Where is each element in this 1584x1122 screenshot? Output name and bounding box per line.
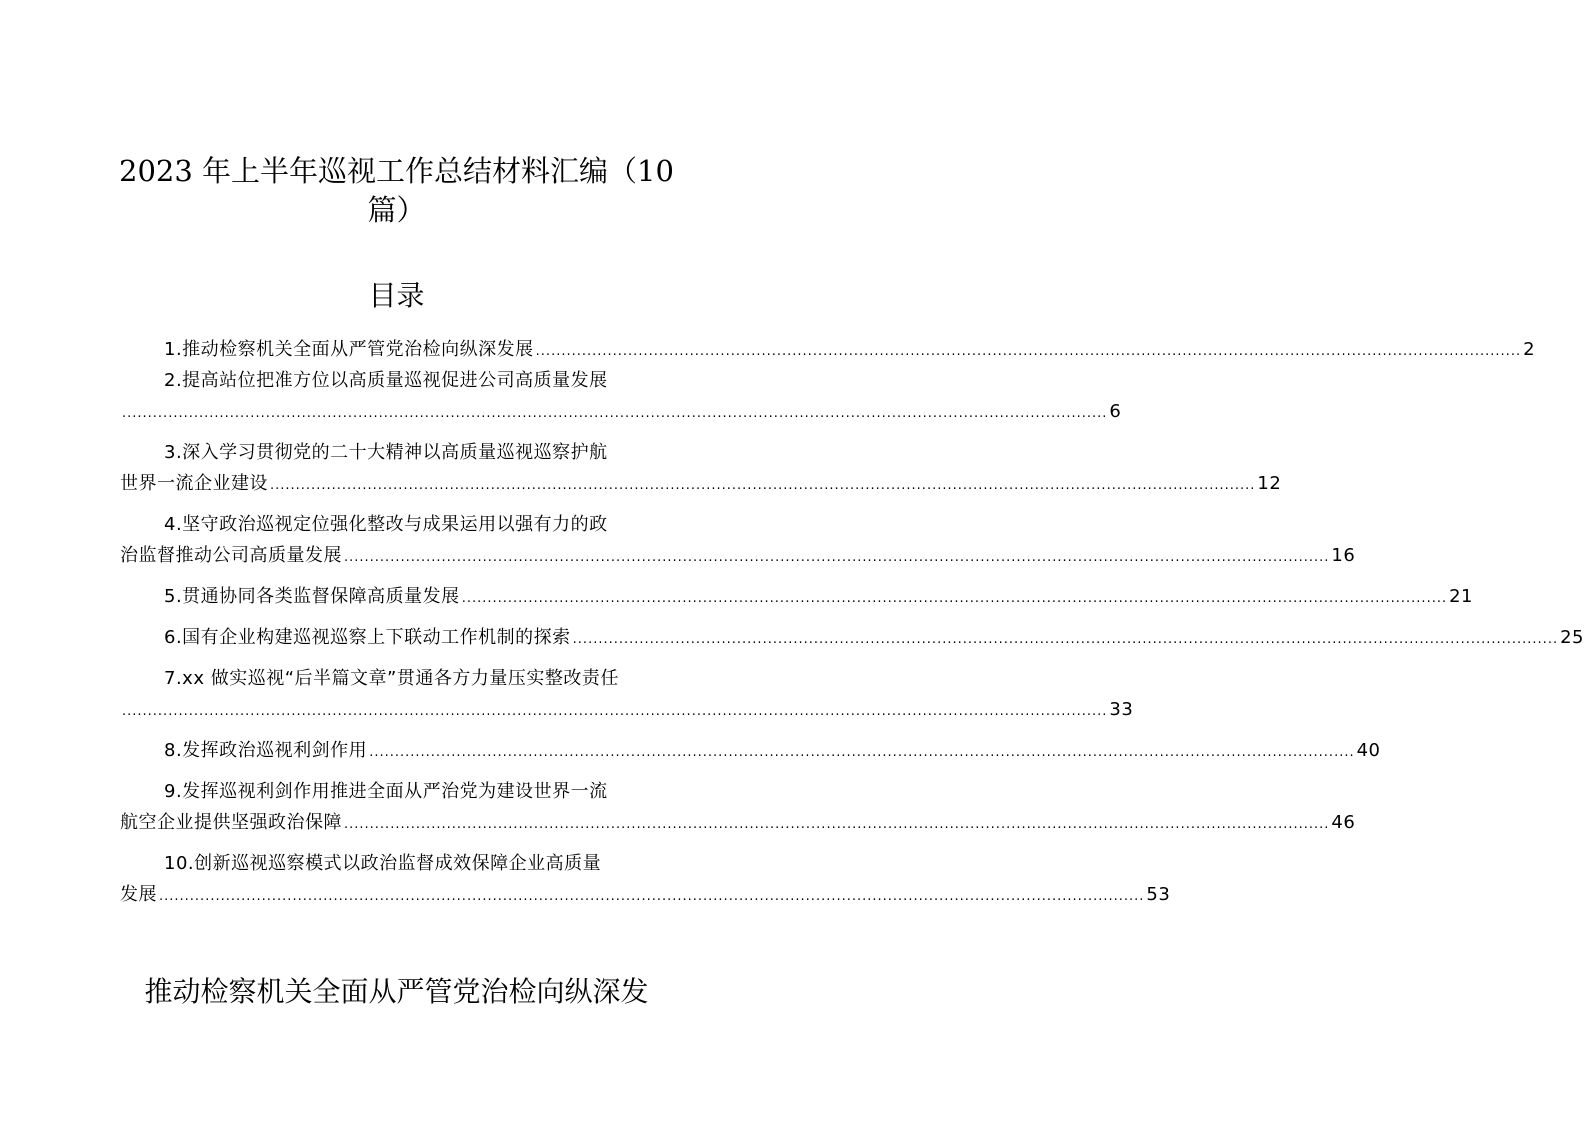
toc-entry-title: 10.创新巡视巡察模式以政治监督成效保障企业高质量 xyxy=(164,853,602,874)
toc-entry-9[interactable] xyxy=(120,776,1356,838)
toc-entry-title-cont: 世界一流企业建设 xyxy=(120,473,268,494)
toc-page-number: 2 xyxy=(1523,339,1536,360)
toc-entry-2[interactable] xyxy=(120,365,1122,427)
toc-leader-dots: ................................................................................................................................................................................................ xyxy=(344,550,1330,565)
toc-page-number: 6 xyxy=(1109,401,1122,422)
toc-page-number: 46 xyxy=(1331,812,1356,833)
toc-heading: 目录 xyxy=(368,279,425,312)
toc-entry-7[interactable] xyxy=(120,663,1134,725)
toc-leader-dots: ................................................................................................................................................................................................ xyxy=(461,591,1448,606)
toc-page-number: 21 xyxy=(1449,586,1473,607)
toc-page-number: 16 xyxy=(1331,545,1356,566)
toc-leader-dots: ................................................................................................................................................................................................ xyxy=(159,889,1145,904)
toc-entry-3[interactable] xyxy=(120,437,1282,499)
toc-page-number: 40 xyxy=(1356,740,1381,761)
toc-entry-8[interactable] xyxy=(120,735,1381,766)
toc-entry-title: 8.发挥政治巡视利剑作用 xyxy=(164,740,368,761)
toc-leader-dots: ................................................................................................................................................................................................ xyxy=(535,344,1522,359)
toc-entry-title: 4.坚守政治巡视定位强化整改与成果运用以强有力的政 xyxy=(164,514,608,535)
toc-page-number: 33 xyxy=(1109,699,1134,720)
toc-entry-4[interactable] xyxy=(120,509,1356,571)
toc-entry-6[interactable] xyxy=(120,622,1584,653)
toc-entry-title: 7.xx 做实巡视“后半篇文章”贯通各方力量压实整改责任 xyxy=(164,668,619,689)
toc-entry-title-cont: 航空企业提供坚强政治保障 xyxy=(120,812,342,833)
toc-entry-5[interactable] xyxy=(120,581,1473,612)
toc-leader-dots: ................................................................................................................................................................................................ xyxy=(344,817,1330,832)
toc-leader-dots: ................................................................................................................................................................................................ xyxy=(572,632,1559,647)
toc-entry-title: 9.发挥巡视利剑作用推进全面从严治党为建设世界一流 xyxy=(164,781,608,802)
toc-leader-dots: ................................................................................................................................................................................................ xyxy=(369,745,1355,760)
table-of-contents xyxy=(120,334,1584,910)
toc-page-number: 53 xyxy=(1146,884,1171,905)
document-title-line2: 篇） xyxy=(367,193,426,227)
toc-page-number: 12 xyxy=(1257,473,1282,494)
toc-leader-dots: ................................................................................................................................................................................................ xyxy=(122,406,1108,421)
toc-page-number: 25 xyxy=(1560,627,1584,648)
toc-leader-dots: ................................................................................................................................................................................................ xyxy=(270,478,1256,493)
toc-entry-title: 3.深入学习贯彻党的二十大精神以高质量巡视巡察护航 xyxy=(164,442,608,463)
toc-entry-10[interactable] xyxy=(120,848,1171,910)
document-title-line1: 2023 年上半年巡视工作总结材料汇编（10 xyxy=(119,154,674,188)
toc-entry-title-cont: 治监督推动公司高质量发展 xyxy=(120,545,342,566)
toc-leader-dots: ................................................................................................................................................................................................ xyxy=(122,704,1108,719)
toc-entry-title: 5.贯通协同各类监督保障高质量发展 xyxy=(164,586,460,607)
first-section-title: 推动检察机关全面从严管党治检向纵深发 xyxy=(144,975,649,1008)
toc-entry-title-cont: 发展 xyxy=(120,884,157,905)
toc-entry-1[interactable] xyxy=(120,334,1536,365)
toc-entry-title: 6.国有企业构建巡视巡察上下联动工作机制的探索 xyxy=(164,627,571,648)
toc-entry-title: 1.推动检察机关全面从严管党治检向纵深发展 xyxy=(164,339,534,360)
toc-entry-title: 2.提高站位把准方位以高质量巡视促进公司高质量发展 xyxy=(164,370,608,391)
